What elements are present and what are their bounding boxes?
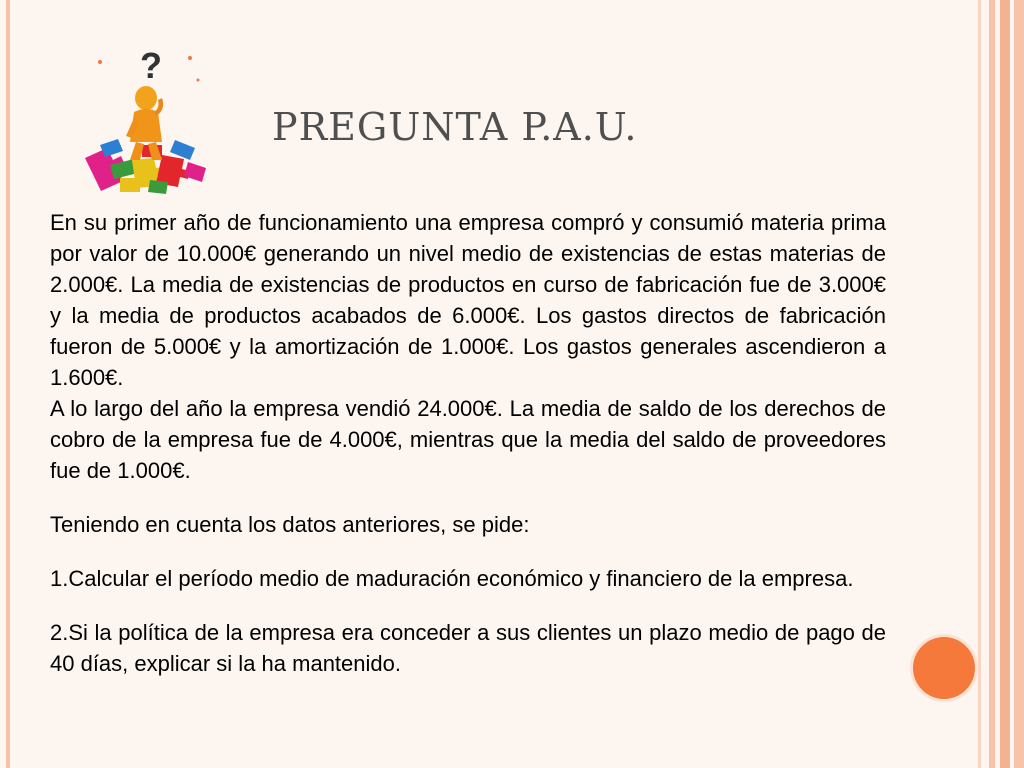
- instructions-intro: Teniendo en cuenta los datos anteriores, se pide:: [50, 512, 530, 537]
- thinking-person-puzzle-icon: [70, 40, 220, 195]
- question-2: 2.Si la política de la empresa era conceder a sus clientes un plazo medio de pago de 40 días, explicar si la ha mantenido.: [50, 620, 886, 676]
- question-1: 1.Calcular el período medio de maduración económico y financiero de la empresa.: [50, 566, 854, 591]
- statement-paragraph-2: A lo largo del año la empresa vendió 24.000€. La media de saldo de los derechos de cobro de la empresa fue de 4.000€, mientras que la media del saldo de proveedores fue de 1.000€.: [50, 396, 886, 483]
- stripe: [1014, 0, 1024, 768]
- statement-paragraph-1: En su primer año de funcionamiento una empresa compró y consumió materia prima por valor de 10.000€ generando un nivel medio de existencias de estas materias de 2.000€. La media de existencias de productos en curso de fabricación fue de 3.000€ y la media de productos acabados de 6.000€. Los gastos directos de fabricación fueron de 5.000€ y la amortización de 1.000€. Los gastos generales ascendieron a 1.600€.: [50, 210, 886, 390]
- question-mark-glyph: ?: [140, 45, 162, 86]
- stripe: [981, 0, 989, 768]
- right-decorative-stripes: [978, 0, 1024, 768]
- left-frame-line: [6, 0, 10, 768]
- slide-content: [50, 207, 886, 679]
- puzzle-pieces: [85, 139, 206, 194]
- slide-title: PREGUNTA P.A.U.: [272, 105, 638, 149]
- decorative-orange-circle: [913, 637, 975, 699]
- stripe: [1000, 0, 1010, 768]
